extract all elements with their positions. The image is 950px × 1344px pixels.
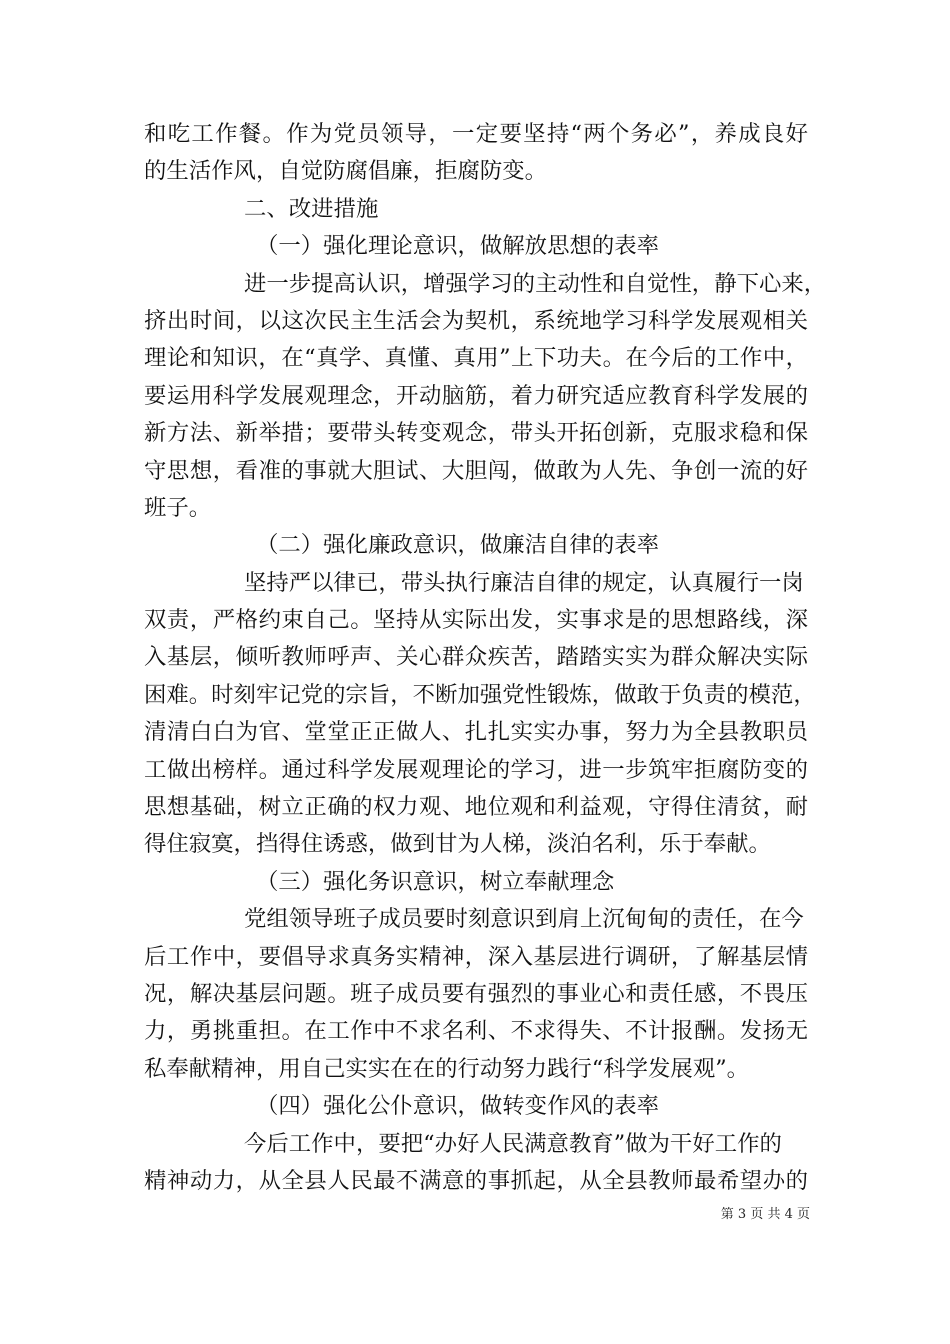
paragraph-line: 工做出榜样。通过科学发展观理论的学习，进一步筑牢拒腐防变的 bbox=[144, 756, 808, 783]
paragraph-first-line: 进一步提高认识，增强学习的主动性和自觉性，静下心来， bbox=[244, 270, 827, 297]
paragraph-line: 双责，严格约束自己。坚持从实际出发，实事求是的思想路线，深 bbox=[144, 607, 808, 634]
paragraph-line: 精神动力，从全县人民最不满意的事抓起，从全县教师最希望办的 bbox=[144, 1167, 808, 1194]
section-heading: （一）强化理论意识，做解放思想的表率 bbox=[256, 233, 660, 260]
paragraph-line: 后工作中，要倡导求真务实精神，深入基层进行调研，了解基层情 bbox=[144, 943, 808, 970]
paragraph-line: 私奉献精神，用自己实实在在的行动努力践行“科学发展观”。 bbox=[144, 1055, 750, 1082]
paragraph-first-line: 坚持严以律已，带头执行廉洁自律的规定，认真履行一岗 bbox=[244, 569, 804, 596]
paragraph-line: 的生活作风，自觉防腐倡廉，拒腐防变。 bbox=[144, 158, 548, 185]
paragraph-line: 要运用科学发展观理念，开动脑筋，着力研究适应教育科学发展的 bbox=[144, 382, 808, 409]
document-body bbox=[144, 116, 827, 1200]
paragraph-line: 和吃工作餐。作为党员领导，一定要坚持“两个务必”，养成良好 bbox=[144, 121, 808, 147]
paragraph-line: 困难。时刻牢记党的宗旨，不断加强党性锻炼，做敢于负责的模范， bbox=[144, 681, 816, 708]
section-heading: （四）强化公仆意识，做转变作风的表率 bbox=[256, 1093, 660, 1120]
paragraph-line: 班子。 bbox=[144, 494, 212, 521]
paragraph-line: 新方法、新举措；要带头转变观念，带头开拓创新，克服求稳和保 bbox=[144, 420, 808, 447]
paragraph-line: 挤出时间，以这次民主生活会为契机，系统地学习科学发展观相关 bbox=[144, 307, 808, 334]
paragraph-first-line: 今后工作中，要把“办好人民满意教育”做为干好工作的 bbox=[244, 1130, 782, 1157]
paragraph-line: 得住寂寞，挡得住诱惑，做到甘为人梯，淡泊名利，乐于奉献。 bbox=[144, 831, 771, 858]
section-heading: 二、改进措施 bbox=[244, 195, 379, 222]
paragraph-line: 理论和知识，在“真学、真懂、真用”上下功夫。在今后的工作中， bbox=[144, 345, 808, 372]
paragraph-first-line: 党组领导班子成员要时刻意识到肩上沉甸甸的责任，在今 bbox=[244, 906, 804, 933]
paragraph-line: 清清白白为官、堂堂正正做人、扎扎实实办事，努力为全县教职员 bbox=[144, 719, 808, 746]
paragraph-line: 守思想，看准的事就大胆试、大胆闯，做敢为人先、争创一流的好 bbox=[144, 457, 808, 484]
page-number-footer: 第 3 页 共 4 页 bbox=[720, 1207, 810, 1222]
section-heading: （三）强化务识意识，树立奉献理念 bbox=[256, 868, 615, 895]
paragraph-line: 入基层，倾听教师呼声、关心群众疾苦，踏踏实实为群众解决实际 bbox=[144, 644, 808, 671]
paragraph-line: 思想基础，树立正确的权力观、地位观和利益观，守得住清贫，耐 bbox=[144, 794, 808, 821]
section-heading: （二）强化廉政意识，做廉洁自律的表率 bbox=[256, 532, 660, 559]
paragraph-line: 力，勇挑重担。在工作中不求名利、不求得失、不计报酬。发扬无 bbox=[144, 1018, 808, 1045]
paragraph-line: 况，解决基层问题。班子成员要有强烈的事业心和责任感，不畏压 bbox=[144, 980, 808, 1007]
